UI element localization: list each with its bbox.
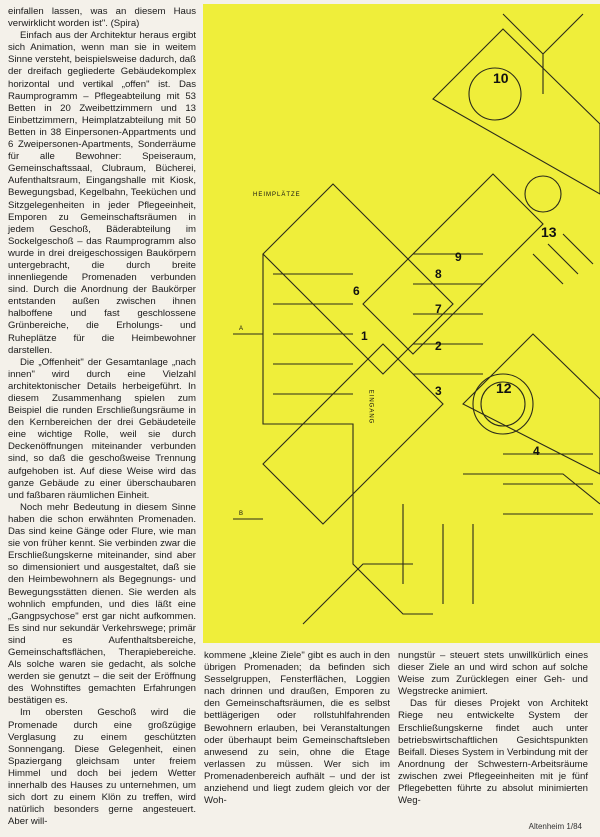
page-footer: Altenheim 1/84 [528, 822, 582, 831]
text-column-left [8, 6, 196, 828]
section-mark-b: B [239, 511, 245, 517]
wing-lower-right [463, 334, 600, 474]
core-right [525, 176, 561, 212]
room-number: 12 [496, 380, 512, 396]
room-number: 4 [533, 444, 540, 458]
outline-footer [303, 564, 413, 624]
room-number: 9 [455, 250, 462, 264]
floor-plan [203, 4, 600, 643]
site-hatch [503, 14, 583, 94]
section-mark-a: A [239, 326, 245, 332]
paragraph: Im obersten Geschoß wird die Promenade durch eine großzügige Verglasung zu einem geschützten Sonnengang. Diese Gelegenheit, einen Spaziergang gleichsam unter freiem Himmel und doch bei jedem Wetter innerhalb des Hauses zu unternehmen, um sich dort zu einem Klön zu treffen, wird natürlich besonders gerne angesteuert. Aber will- [8, 707, 196, 828]
wing-upper-left [263, 184, 453, 374]
text-column-middle [204, 650, 390, 807]
label-eingang: EINGANG [367, 389, 374, 425]
garden-hatch [533, 234, 593, 284]
paragraph: Die „Offenheit" der Gesamtanlage „nach innen" wird durch eine Vielzahl architektonischer Details herbeigeführt. In diesem Zusammenhang spielen zum Beispiel die runden Erschließungsräume in den Kernbereichen der drei Gebäudeteile eine wichtige Rolle, weil sie durch Deckenöffnungen miteinander verbunden sind, so daß die geschoßweise Trennung aufgehoben ist. Auf diese Weise wird das ganze Gebäude zu einer überschaubaren und faßbaren räumlichen Einheit. [8, 356, 196, 501]
wing-center [363, 174, 543, 354]
paragraph: kommene „kleine Ziele" gibt es auch in den übrigen Promenaden; da befinden sich Sesselgruppen, Fensterflächen, Loggien nach drinnen und draußen, Emporen zu den Gemeinschaftsräumen, die es selbst bettlägerigen oder rollstuhlfahrenden Bewohnern erlauben, bei Veranstaltungen oder überhaupt beim Gemeinschaftsleben anwesend zu sein, ohne die Etage verlassen zu müssen. Wer sich im Promenadenbereich aufhält – und der ist anziehend und liegt zudem gleich vor der Woh- [204, 650, 390, 807]
room-number: 3 [435, 384, 442, 398]
paragraph: Einfach aus der Architektur heraus ergibt sich Animation, wenn man sie in weitem Sinne versteht, beispielsweise dadurch, daß der dreifach gegliederte Gebäudekomplex horizontal und vertikal „offen" ist. Das Raumprogramm – Pflegeabteilung mit 53 Betten in 20 Zweibettzimmern und 13 Einbettzimmern, Heimplatzabteilung mit 50 Betten in 38 Einpersonen-Appartments und 6 Zweipersonen-Apartments, Sonderräume für alle Bewohner: Speiseraum, Gemeinschaftssaal, Clubraum, Bücherei, Aufenthaltsraum, Eingangshalle mit Kiosk, Bewegungsbad, Kegelbahn, Teeküchen und Sitzgelegenheiten in jeder Pflegeeinheit, Emporen zu Gemeinschaftsräumen in jedem Geschoß, Bäderabteilung im Sockelgeschoß – das Raumprogramm also wurde in drei dreigeschossigen Baukörpern untergebracht, die durch breite innenliegende Promenaden verbunden sind. Durch die Anordnung der Baukörper entstanden außen zwischen ihnen halboffene und fast geschlossene Grünbereiche, die Erholungs- und Ruheplätze für die Heimbewohner darstellen. [8, 30, 196, 356]
paragraph: Noch mehr Bedeutung in diesem Sinne haben die schon erwähnten Promenaden. Das sind keine Gänge oder Flure, wie man sie von früher kennt. Sie verbinden zwar die Erschließungskerne miteinander, sind aber so dimensioniert und ausgestaltet, daß sie den Heimbewohnern als Begegnungs- und Bewegungsstätten dienen. Sie werden als wohnlich empfunden, und dies läßt eine „Gangpsychose" erst gar nicht aufkommen. Es sind nur sekundär Verkehrswege; primär sind es Aufenthaltsbereiche, Gemeinschaftsflächen, Therapiebereiche. Als solche waren sie gedacht, als solche werden sie genutzt – die seit der Eröffnung des Wohnstiftes gemachten Erfahrungen bestätigen es. [8, 501, 196, 707]
floor-plan-drawing [203, 4, 600, 643]
room-number: 13 [541, 224, 557, 240]
room-number: 8 [435, 267, 442, 281]
paragraph: Das für dieses Projekt von Architekt Riege neu entwickelte System der Erschließungskerne findet auch unter betriebswirtschaftlichen Gesichtspunkten Beifall. Dieses System in Verbindung mit der Anordnung der Schwestern-Arbeitsräume zwischen zwei Pflegeeinheiten mit je fünf Pflegebetten führte zu absolut minimierten Weg- [398, 698, 588, 807]
room-number: 2 [435, 339, 442, 353]
text-column-right [398, 650, 588, 807]
label-heimplaetze: HEIMPLÄTZE [253, 192, 301, 198]
room-number: 7 [435, 302, 442, 316]
room-number: 1 [361, 329, 368, 343]
paragraph: nungstür – steuert stets unwillkürlich eines dieser Ziele an und wird schon auf solche Weise zum Zurücklegen einer Geh- und Wegstrecke animiert. [398, 650, 588, 698]
room-number: 10 [493, 70, 509, 86]
paragraph: einfallen lassen, was an diesem Haus verwirklicht worden ist". (Spira) [8, 6, 196, 30]
room-number: 6 [353, 284, 360, 298]
outline-right [463, 474, 600, 504]
outline-bottom [353, 474, 433, 614]
wing-upper-right [433, 29, 600, 194]
